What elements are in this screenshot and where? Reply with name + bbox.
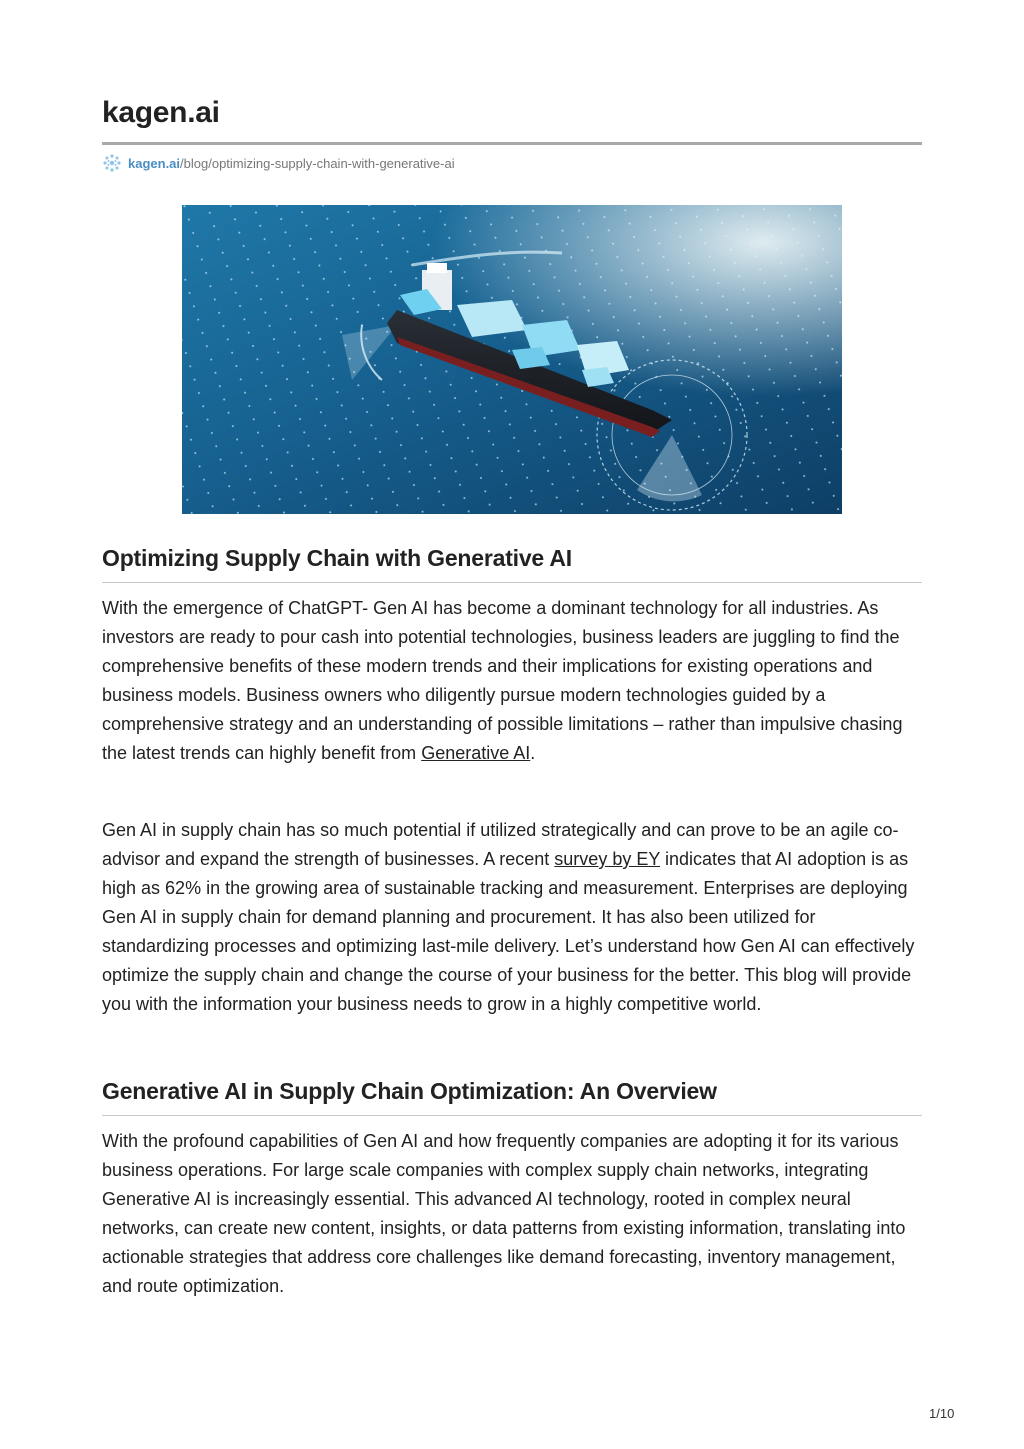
cargo-ship-illustration xyxy=(182,205,842,514)
page-number: 1/10 xyxy=(929,1406,955,1421)
source-domain[interactable]: kagen.ai xyxy=(128,155,181,171)
article-paragraph-3: With the profound capabilities of Gen AI and how frequently companies are adopting it for its various business operations. For large scale companies with complex supply chain networks, integrating Generative AI is increasingly essential. This advanced AI technology, rooted in complex neural networks, can create new content, insights, or data patterns from existing information, translating into actionable strategies that address core challenges like demand forecasting, inventory management, and route optimization. xyxy=(102,1131,906,1296)
source-url[interactable] xyxy=(102,152,455,174)
kagen-logo-icon xyxy=(102,153,122,173)
hero-image xyxy=(182,205,842,514)
article-heading-1: Optimizing Supply Chain with Generative AI xyxy=(102,545,572,571)
site-title: kagen.ai xyxy=(102,96,220,129)
heading-1-divider xyxy=(102,582,922,583)
survey-by-ey-link[interactable]: survey by EY xyxy=(554,849,661,869)
article-paragraph-1: With the emergence of ChatGPT- Gen AI has become a dominant technology for all industries. As investors are ready to pour cash into potential technologies, business leaders are juggling to find the comprehensive benefits of these modern trends and their implications for existing operations and business models. Business owners who diligently pursue modern technologies guided by a comprehensive strategy and an understanding of possible limitations – rather than impulsive chasing the latest trends can highly benefit from Generative AI. xyxy=(102,598,903,763)
source-path[interactable]: /blog/optimizing-supply-chain-with-generative-ai xyxy=(180,155,455,171)
article-paragraph-2: Gen AI in supply chain has so much potential if utilized strategically and can prove to be an agile co-advisor and expand the strength of businesses. A recent survey by EY indicates that AI adoption is as high as 62% in the growing area of sustainable tracking and measurement. Enterprises are deploying Gen AI in supply chain for demand planning and procurement. It has also been utilized for standardizing processes and optimizing last-mile delivery. Let’s understand how Gen AI can effectively optimize the supply chain and change the course of your business for the better. This blog will provide you with the information your business needs to grow in a highly competitive world. xyxy=(102,820,915,1014)
generative-ai-link[interactable]: Generative AI xyxy=(421,743,531,763)
article-heading-2: Generative AI in Supply Chain Optimization: An Overview xyxy=(102,1078,717,1104)
heading-2-divider xyxy=(102,1115,922,1116)
title-divider xyxy=(102,142,922,145)
